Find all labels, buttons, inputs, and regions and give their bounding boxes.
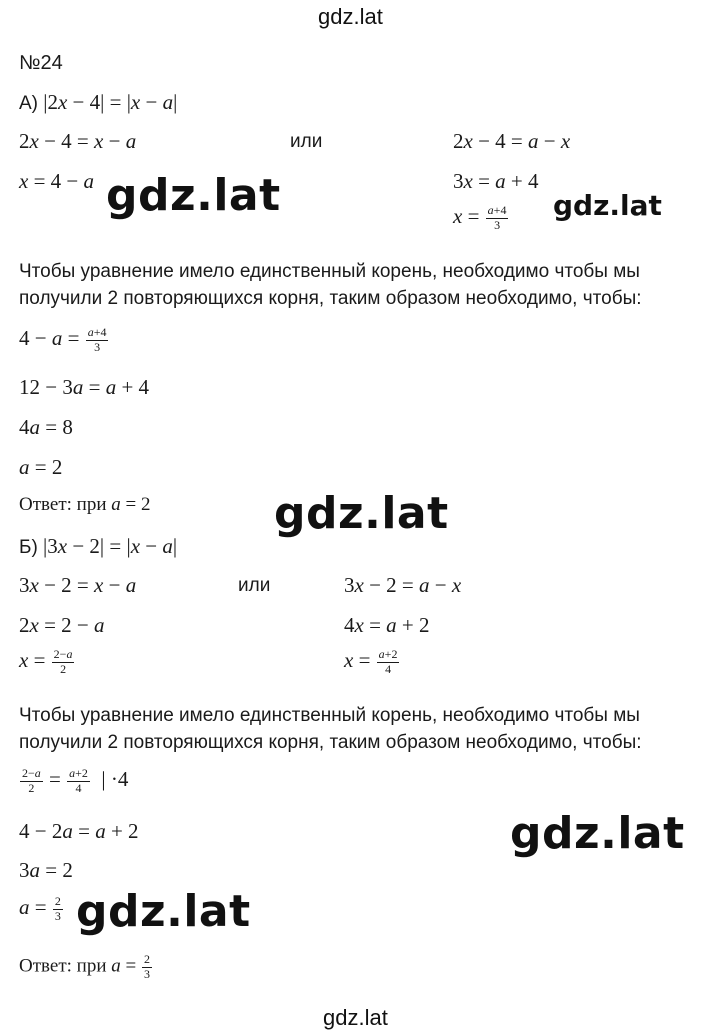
- part-b-left-eq-1: 3x − 2 = x − a: [19, 573, 137, 597]
- part-b-right-eq-3: x = $\frac{a+2}{4}$: [344, 647, 398, 676]
- part-a-right-eq-3: x = $\frac{a+4}{3}$: [453, 203, 507, 232]
- part-a-explanation-line-2: получили 2 повторяющихся корня, таким образом необходимо, чтобы:: [19, 288, 642, 309]
- watermark: gdz.lat: [553, 189, 662, 222]
- fraction: $\frac{2}{3}$: [54, 894, 61, 923]
- part-b-answer: Ответ: при a = $\frac{2}{3}$: [19, 952, 150, 981]
- fraction: $\frac{a+2}{4}$: [378, 647, 398, 676]
- part-b-right-eq-2: 4x = a + 2: [344, 613, 430, 637]
- part-b-step-3: 3a = 2: [19, 858, 73, 882]
- fraction: $\frac{a+2}{4}$: [69, 766, 88, 795]
- fraction: $\frac{a+4}{3}$: [487, 203, 507, 232]
- fraction: $\frac{a+4}{3}$: [87, 325, 107, 354]
- site-header-watermark: gdz.lat: [318, 4, 383, 29]
- part-a-answer: Ответ: при a = 2: [19, 494, 151, 515]
- part-b-right-eq-1: 3x − 2 = a − x: [344, 573, 462, 597]
- part-a-step-4: a = 2: [19, 455, 63, 479]
- part-b-left-eq-3: x = $\frac{2-a}{2}$: [19, 647, 73, 676]
- part-b-step-1: $\frac{2-a}{2}$ = $\frac{a+2}{4}$ | ·4: [22, 766, 129, 795]
- watermark: gdz.lat: [510, 808, 685, 859]
- part-a-step-3: 4a = 8: [19, 415, 73, 439]
- part-b-step-4: a = $\frac{2}{3}$: [19, 894, 61, 923]
- watermark: gdz.lat: [106, 170, 281, 221]
- part-a-explanation-line-1: Чтобы уравнение имело единственный корень, необходимо чтобы мы: [19, 261, 640, 282]
- part-b-left-eq-2: 2x = 2 − a: [19, 613, 105, 637]
- part-a-step-2: 12 − 3a = a + 4: [19, 375, 150, 399]
- part-b-or: или: [238, 575, 271, 596]
- part-a-label: А): [19, 93, 38, 114]
- part-a-header: А) |2x − 4| = |x − a|: [19, 90, 178, 114]
- watermark: gdz.lat: [76, 886, 251, 937]
- answer-label: Ответ: при: [19, 494, 107, 515]
- problem-number: №24: [19, 52, 63, 74]
- part-b-explanation-line-2: получили 2 повторяющихся корня, таким образом необходимо, чтобы:: [19, 732, 642, 753]
- part-b-header: Б) |3x − 2| = |x − a|: [19, 534, 178, 558]
- part-b-explanation-line-1: Чтобы уравнение имело единственный корень, необходимо чтобы мы: [19, 705, 640, 726]
- site-footer-watermark: gdz.lat: [323, 1005, 388, 1030]
- part-a-step-1: 4 − a = $\frac{a+4}{3}$: [19, 325, 107, 354]
- watermark: gdz.lat: [274, 488, 449, 539]
- answer-label: Ответ: при: [19, 955, 107, 977]
- part-a-right-eq-1: 2x − 4 = a − x: [453, 129, 571, 153]
- part-b-label: Б): [19, 537, 38, 558]
- fraction: $\frac{2-a}{2}$: [22, 766, 41, 795]
- part-a-right-eq-2: 3x = a + 4: [453, 169, 539, 193]
- part-a-left-eq-2: x = 4 − a: [19, 169, 95, 193]
- part-a-left-eq-1: 2x − 4 = x − a: [19, 129, 137, 153]
- part-a-or: или: [290, 131, 323, 152]
- part-b-step-2: 4 − 2a = a + 2: [19, 819, 139, 843]
- fraction: $\frac{2}{3}$: [143, 952, 150, 981]
- fraction: $\frac{2-a}{2}$: [53, 647, 73, 676]
